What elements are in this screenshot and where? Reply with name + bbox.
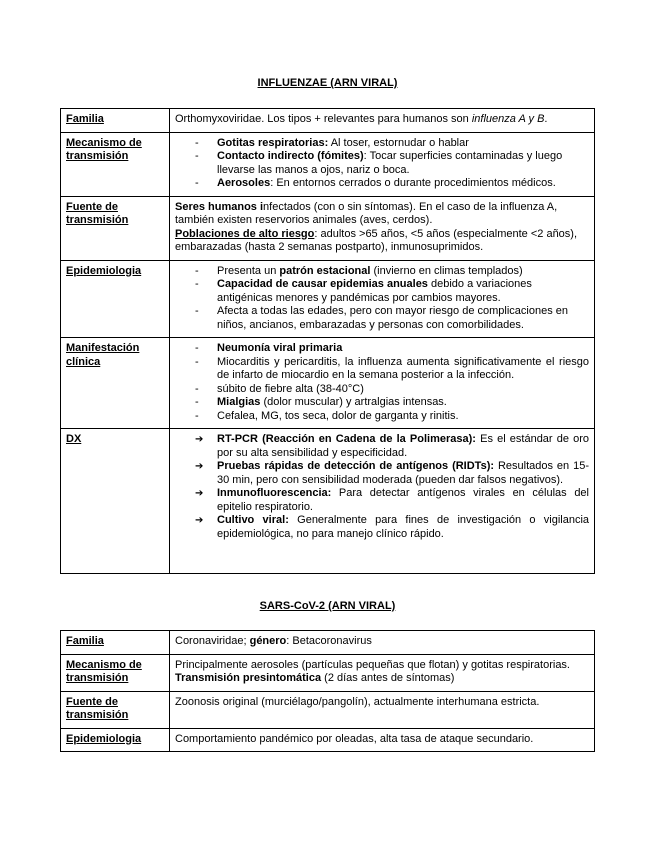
influenza-title: INFLUENZAE (ARN VIRAL) — [257, 77, 398, 89]
list-item: - Afecta a todas las edades, pero con mayor riesgo de complicaciones en niños, ancianos, embarazadas y personas con comorbilidades. — [175, 305, 589, 332]
table-row — [61, 109, 595, 133]
row-content-dx — [170, 429, 595, 574]
list-item: - Presenta un patrón estacional (invierno en climas templados) — [175, 265, 589, 279]
row-content-manifestacion — [170, 338, 595, 429]
table-row — [61, 260, 595, 338]
row-label-familia: Familia — [61, 631, 170, 655]
table-row — [61, 196, 595, 260]
row-content-fuente: Zoonosis original (murciélago/pangolín), actualmente interhumana estricta. — [170, 691, 595, 728]
table-row — [61, 728, 595, 752]
table-row — [61, 132, 595, 196]
list-item: - súbito de fiebre alta (38-40°C) — [175, 383, 589, 397]
list-item: ➔ Cultivo viral: Generalmente para fines de investigación o vigilancia epidemiológica, no para manejo clínico rápido. — [175, 514, 589, 541]
table-row — [61, 654, 595, 691]
row-label-mecanismo: Mecanismo de transmisión — [61, 654, 170, 691]
list-item: - Capacidad de causar epidemias anuales debido a variaciones antigénicas menores y pandémicas por cambios mayores. — [175, 278, 589, 305]
row-label-dx: DX — [61, 429, 170, 574]
row-content-mecanismo — [170, 132, 595, 196]
row-label-epidemiologia: Epidemiologia — [61, 260, 170, 338]
row-content-epidemiologia: Comportamiento pandémico por oleadas, alta tasa de ataque secundario. — [170, 728, 595, 752]
influenza-table — [60, 108, 595, 574]
table-row — [61, 429, 595, 574]
row-content-familia: Coronaviridae; género: Betacoronavirus — [170, 631, 595, 655]
row-content-fuente: Seres humanos infectados (con o sin síntomas). En el caso de la influenza A, también existen reservorios animales (aves, cerdos). Poblaciones de alto riesgo: adultos >65 años, <5 años (especialmente <2 años), embarazadas (hasta 2 semanas postparto), inmunosuprimidos. — [170, 196, 595, 260]
row-label-mecanismo: Mecanismo de transmisión — [61, 132, 170, 196]
list-item: ➔ RT-PCR (Reacción en Cadena de la Polimerasa): Es el estándar de oro por su alta sensibilidad y especificidad. — [175, 433, 589, 460]
list-item: - Gotitas respiratorias: Al toser, estornudar o hablar — [175, 137, 589, 151]
list-item: ➔ Inmunofluorescencia: Para detectar antígenos virales en células del epitelio respiratorio. — [175, 487, 589, 514]
sars-title: SARS-CoV-2 (ARN VIRAL) — [259, 600, 396, 612]
list-item: - Miocarditis y pericarditis, la influenza aumenta significativamente el riesgo de infarto de miocardio en la semana posterior a la infección. — [175, 356, 589, 383]
list-item: - Aerosoles: En entornos cerrados o durante procedimientos médicos. — [175, 177, 589, 191]
row-label-fuente: Fuente de transmisión — [61, 196, 170, 260]
row-label-familia: Familia — [61, 109, 170, 133]
row-content-mecanismo: Principalmente aerosoles (partículas pequeñas que flotan) y gotitas respiratorias. Transmisión presintomática (2 días antes de síntomas) — [170, 654, 595, 691]
list-item: - Contacto indirecto (fómites): Tocar superficies contaminadas y luego llevarse las manos a ojos, nariz o boca. — [175, 150, 589, 177]
list-item: - Neumonía viral primaria — [175, 342, 589, 356]
list-item: - Cefalea, MG, tos seca, dolor de garganta y rinitis. — [175, 410, 589, 424]
table-row — [61, 631, 595, 655]
list-item: - Mialgias (dolor muscular) y artralgias intensas. — [175, 396, 589, 410]
row-label-manifestacion: Manifestación clínica — [61, 338, 170, 429]
sars-table — [60, 630, 595, 752]
table-row — [61, 691, 595, 728]
table-row — [61, 338, 595, 429]
row-content-familia: Orthomyxoviridae. Los tipos + relevantes para humanos son influenza A y B. — [170, 109, 595, 133]
row-label-epidemiologia: Epidemiologia — [61, 728, 170, 752]
row-label-fuente: Fuente de transmisión — [61, 691, 170, 728]
row-content-epidemiologia — [170, 260, 595, 338]
list-item: ➔ Pruebas rápidas de detección de antígenos (RIDTs): Resultados en 15-30 min, pero con sensibilidad moderada (pueden dar falsos negativos). — [175, 460, 589, 487]
